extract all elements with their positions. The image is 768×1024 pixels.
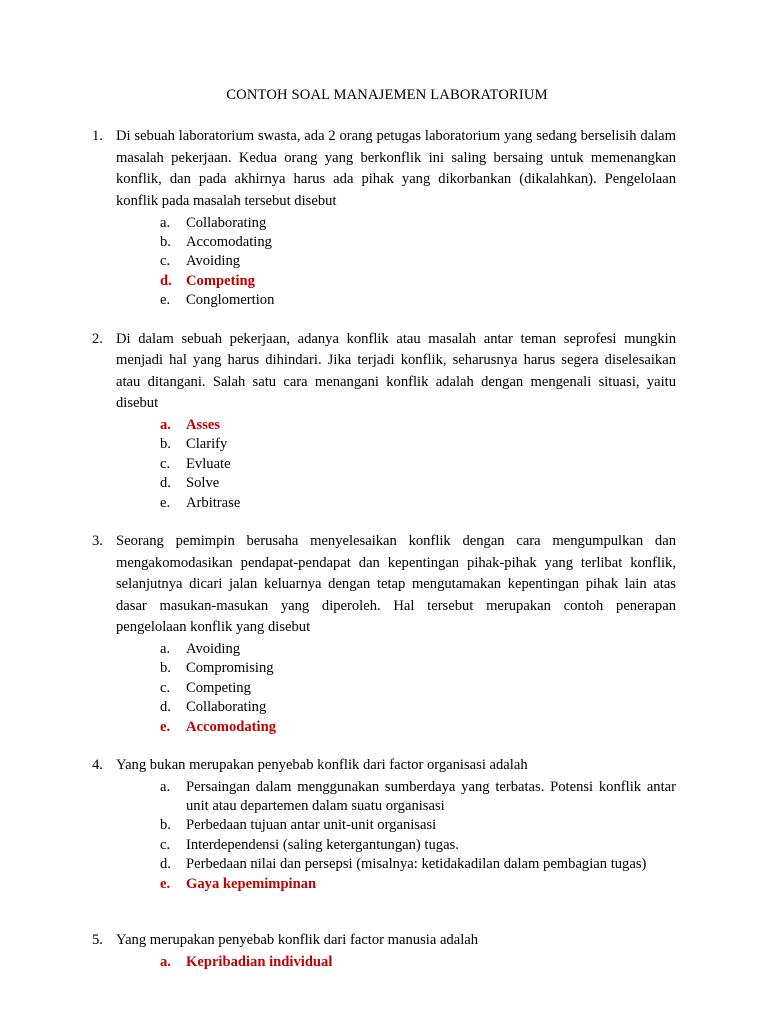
option-item[interactable] bbox=[160, 855, 676, 874]
option-letter: d. bbox=[160, 475, 171, 492]
option-item[interactable] bbox=[160, 474, 676, 493]
option-item[interactable] bbox=[160, 816, 676, 835]
question-row bbox=[92, 930, 676, 952]
question-row bbox=[92, 126, 676, 212]
option-letter: a. bbox=[160, 214, 171, 231]
question-list bbox=[92, 126, 676, 972]
option-label: Collaborating bbox=[186, 214, 267, 231]
question-text: Yang merupakan penyebab konflik dari factor manusia adalah bbox=[116, 932, 479, 949]
question-text: Seorang pemimpin berusaha menyelesaikan konflik dengan cara mengumpulkan dan mengakomodasikan pendapat-pendapat dan kepentingan pihak-pihak yang terlibat konflik, selanjutnya dicari jalan keluarnya dengan tetap mengutamakan kepentingan pihak lain atas dasar masukan-masukan yang diperoleh. Hal tersebut merupakan contoh penerapan pengelolaan konflik yang disebut bbox=[116, 533, 676, 636]
option-item[interactable] bbox=[160, 778, 676, 817]
question-number: 5. bbox=[92, 932, 103, 949]
option-list bbox=[160, 416, 676, 513]
option-list bbox=[160, 953, 676, 972]
option-label: Clarify bbox=[186, 436, 228, 453]
option-letter: d. bbox=[160, 699, 171, 716]
option-item[interactable] bbox=[160, 494, 676, 513]
question-text: Di sebuah laboratorium swasta, ada 2 orang petugas laboratorium yang sedang berselisih dalam masalah pekerjaan. Kedua orang yang berkonflik ini saling bersaing untuk memenangkan konflik, dan pada akhirnya harus ada pihak yang dikorbankan (dikalahkan). Pengelolaan konflik pada masalah tersebut disebut bbox=[116, 128, 676, 210]
question-number: 1. bbox=[92, 128, 103, 145]
option-label: Gaya kepemimpinan bbox=[186, 875, 317, 892]
option-letter: e. bbox=[160, 718, 171, 735]
question-row bbox=[92, 329, 676, 415]
page-title: CONTOH SOAL MANAJEMEN LABORATORIUM bbox=[226, 87, 548, 103]
option-letter: a. bbox=[160, 778, 171, 795]
option-label: Asses bbox=[186, 417, 221, 434]
option-item[interactable] bbox=[160, 291, 676, 310]
option-item[interactable] bbox=[160, 233, 676, 252]
question-number: 2. bbox=[92, 330, 103, 347]
option-label: Solve bbox=[186, 475, 220, 492]
option-label: Persaingan dalam menggunakan sumberdaya yang terbatas. Potensi konflik antar unit atau departemen dalam suatu organisasi bbox=[186, 778, 676, 815]
option-label: Collaborating bbox=[186, 699, 267, 716]
option-item[interactable] bbox=[160, 659, 676, 678]
option-item-correct[interactable] bbox=[160, 875, 676, 894]
option-list bbox=[160, 214, 676, 311]
question-row bbox=[92, 755, 676, 777]
option-label: Perbedaan nilai dan persepsi (misalnya: ketidakadilan dalam pembagian tugas) bbox=[186, 856, 647, 873]
option-letter: c. bbox=[160, 253, 171, 270]
option-label: Conglomertion bbox=[186, 292, 275, 309]
option-item-correct[interactable] bbox=[160, 272, 676, 291]
option-label: Interdependensi (saling ketergantungan) tugas. bbox=[186, 836, 459, 853]
option-label: Compromising bbox=[186, 660, 274, 677]
option-label: Avoiding bbox=[186, 253, 241, 270]
question-number: 3. bbox=[92, 533, 103, 550]
option-label: Competing bbox=[186, 679, 251, 696]
option-item[interactable] bbox=[160, 836, 676, 855]
option-letter: d. bbox=[160, 272, 172, 289]
question-block bbox=[92, 930, 676, 972]
option-letter: b. bbox=[160, 660, 171, 677]
option-item[interactable] bbox=[160, 640, 676, 659]
option-letter: e. bbox=[160, 494, 171, 511]
option-label: Perbedaan tujuan antar unit-unit organisasi bbox=[186, 817, 437, 834]
option-item-correct[interactable] bbox=[160, 718, 676, 737]
question-block bbox=[92, 755, 676, 894]
option-label: Accomodating bbox=[186, 718, 276, 735]
option-label: Accomodating bbox=[186, 234, 272, 251]
option-label: Evluate bbox=[186, 455, 231, 472]
option-letter: a. bbox=[160, 641, 171, 658]
option-item[interactable] bbox=[160, 214, 676, 233]
question-number: 4. bbox=[92, 757, 103, 774]
option-item[interactable] bbox=[160, 679, 676, 698]
question-text: Di dalam sebuah pekerjaan, adanya konflik atau masalah antar teman seprofesi mungkin menjadi hal yang harus dihindari. Jika terjadi konflik, seharusnya harus segera diselesaikan atau ditangani. Salah satu cara menangani konflik adalah dengan mengenali situasi, yaitu disebut bbox=[116, 330, 676, 412]
option-item-correct[interactable] bbox=[160, 416, 676, 435]
question-block bbox=[92, 531, 676, 737]
option-letter: d. bbox=[160, 856, 171, 873]
option-item[interactable] bbox=[160, 455, 676, 474]
option-label: Avoiding bbox=[186, 641, 241, 658]
option-letter: b. bbox=[160, 817, 171, 834]
option-item[interactable] bbox=[160, 698, 676, 717]
option-item-correct[interactable] bbox=[160, 953, 676, 972]
question-text: Yang bukan merupakan penyebab konflik dari factor organisasi adalah bbox=[116, 757, 528, 774]
option-letter: b. bbox=[160, 234, 171, 251]
option-list bbox=[160, 640, 676, 737]
option-letter: c. bbox=[160, 679, 171, 696]
option-letter: e. bbox=[160, 875, 171, 892]
option-letter: c. bbox=[160, 836, 171, 853]
option-label: Kepribadian individual bbox=[186, 953, 333, 970]
option-label: Competing bbox=[186, 272, 255, 289]
option-letter: b. bbox=[160, 436, 171, 453]
option-item[interactable] bbox=[160, 252, 676, 271]
option-list bbox=[160, 778, 676, 894]
option-label: Arbitrase bbox=[186, 494, 241, 511]
question-row bbox=[92, 531, 676, 639]
option-letter: a. bbox=[160, 417, 171, 434]
question-block bbox=[92, 329, 676, 513]
option-item[interactable] bbox=[160, 435, 676, 454]
option-letter: c. bbox=[160, 455, 171, 472]
question-block bbox=[92, 126, 676, 310]
option-letter: a. bbox=[160, 953, 171, 970]
option-letter: e. bbox=[160, 292, 171, 309]
